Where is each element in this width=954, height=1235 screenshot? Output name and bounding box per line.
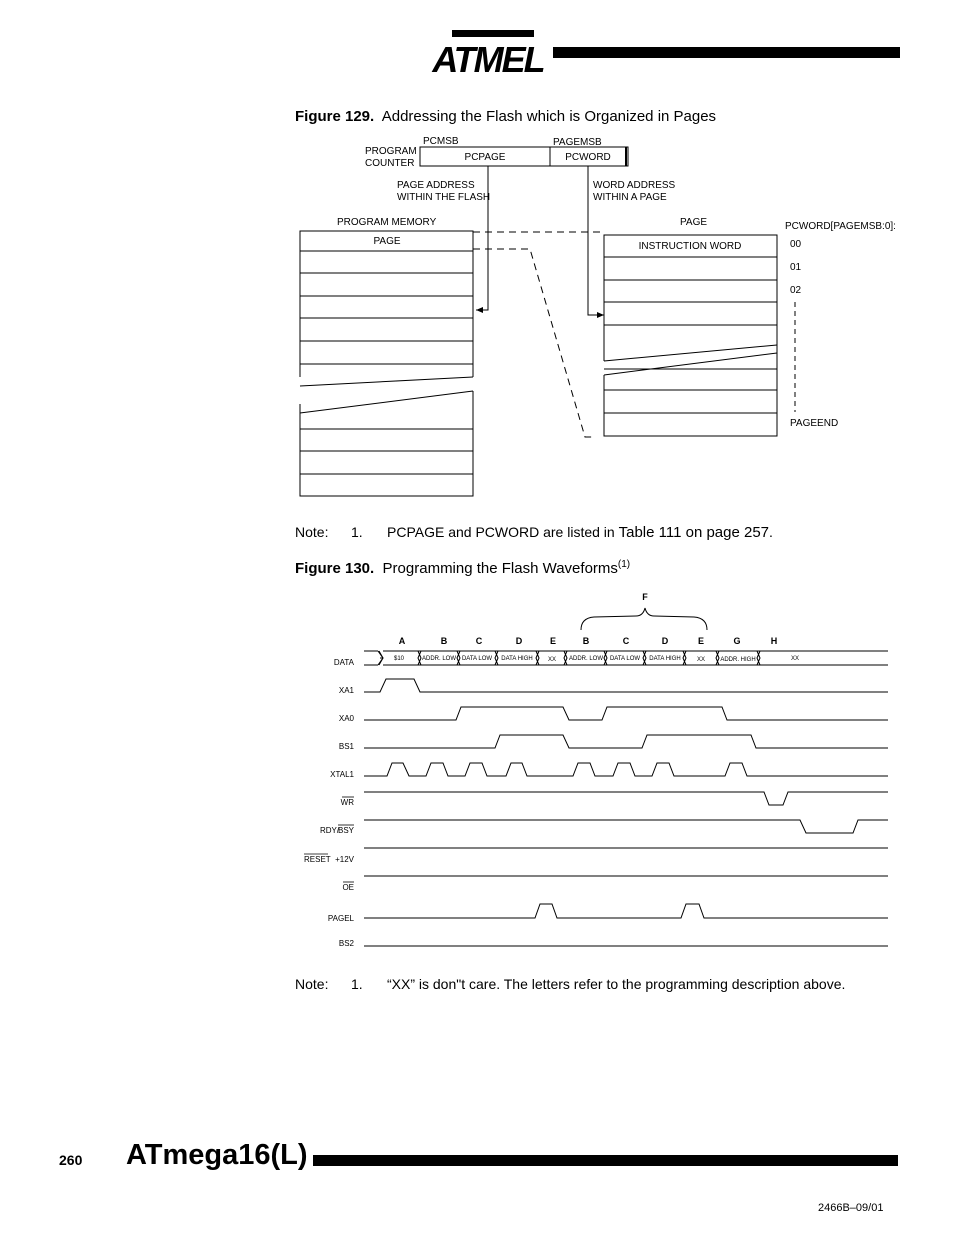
pageend-label: PAGEEND xyxy=(790,418,839,429)
program-memory-upper xyxy=(300,231,473,386)
footer-rule xyxy=(313,1155,898,1166)
signal-label-bs1: BS1 xyxy=(338,742,354,751)
program-counter-label-2: COUNTER xyxy=(365,158,415,169)
step-letter: C xyxy=(622,636,630,646)
figure-129-caption xyxy=(295,108,716,125)
data-cell: DATA HIGH xyxy=(501,656,533,662)
step-letter: E xyxy=(549,636,557,646)
note-end: . xyxy=(769,524,773,540)
word-address-label-2: WITHIN A PAGE xyxy=(593,192,667,203)
figure-130-label: Figure 130. xyxy=(295,560,375,577)
xa0-wave xyxy=(364,707,888,720)
data-cell: ADDR. LOW xyxy=(568,656,604,662)
step-letter: B xyxy=(440,636,448,646)
figure-130-caption xyxy=(295,560,630,577)
program-counter-label-1: PROGRAM xyxy=(365,146,417,157)
signal-label-reset: RESET xyxy=(304,855,331,864)
page-address-label-1: PAGE ADDRESS xyxy=(397,180,475,191)
figure-129-diagram xyxy=(290,130,910,505)
signal-label-xa0: XA0 xyxy=(338,714,354,723)
atmel-logo xyxy=(432,28,544,80)
pcword-label: PCWORD xyxy=(565,152,611,163)
brace-f-label: F xyxy=(642,592,648,602)
note-text: “XX” is don"t care. The letters refer to the programming description above. xyxy=(387,976,846,992)
brace-f xyxy=(581,608,707,630)
pcmsb-label: PCMSB xyxy=(423,136,459,147)
step-letter: C xyxy=(475,636,483,646)
wr-wave xyxy=(364,792,888,805)
xtal1-wave xyxy=(364,763,888,776)
page-block-lower xyxy=(604,353,777,436)
page-header-label: PAGE xyxy=(680,217,708,228)
pcword-range-label: PCWORD[PAGEMSB:0]: xyxy=(785,221,896,232)
step-letter: A xyxy=(398,636,406,646)
figure-130-waveforms xyxy=(300,585,900,955)
data-cell: ADDR. HIGH xyxy=(720,657,756,663)
data-cell: ADDR. LOW xyxy=(421,656,457,662)
header-rule xyxy=(553,47,900,58)
figure-129-note xyxy=(295,524,773,541)
pagel-wave xyxy=(364,904,888,918)
document-title: ATmega16(L) xyxy=(126,1139,308,1171)
data-cell: XX xyxy=(547,657,557,663)
figure-129-label: Figure 129. xyxy=(295,108,375,125)
data-cell: DATA LOW xyxy=(609,656,641,662)
data-cell: DATA LOW xyxy=(461,656,493,662)
data-cell: XX xyxy=(696,657,706,663)
document-code: 2466B–09/01 xyxy=(818,1202,884,1214)
note-text: PCPAGE and PCWORD are listed in xyxy=(387,524,619,540)
step-letter: B xyxy=(582,636,590,646)
signal-label-oe: OE xyxy=(342,883,354,892)
note-label: Note: xyxy=(295,524,329,540)
pagemsb-label: PAGEMSB xyxy=(553,137,602,148)
step-letter: D xyxy=(661,636,669,646)
signal-label-12v: +12V xyxy=(335,855,354,864)
dashed-bottom-connector xyxy=(473,249,592,437)
word-address-label-1: WORD ADDRESS xyxy=(593,180,676,191)
figure-130-footnote-mark: (1) xyxy=(617,559,631,570)
atmel-logo-graphic xyxy=(432,28,544,80)
table-reference-link[interactable]: Table 111 on page 257 xyxy=(618,524,770,541)
word-index-02: 02 xyxy=(790,285,802,296)
xa1-wave xyxy=(364,679,888,692)
signal-label-bsy: BSY xyxy=(338,826,355,835)
instruction-word-label: INSTRUCTION WORD xyxy=(638,241,742,252)
signal-label-rdy: RDY/ xyxy=(320,826,340,835)
data-cell: XX xyxy=(790,656,800,662)
word-index-00: 00 xyxy=(790,239,802,250)
pcpage-label: PCPAGE xyxy=(464,152,506,163)
step-letter: E xyxy=(697,636,705,646)
figure-130-title: Programming the Flash Waveforms xyxy=(382,560,618,577)
figure-130-note xyxy=(295,976,845,992)
signal-label-xtal1: XTAL1 xyxy=(330,770,354,779)
signal-label-bs2: BS2 xyxy=(338,939,354,948)
page-block-upper xyxy=(604,235,777,361)
step-letter: D xyxy=(515,636,523,646)
word-index-01: 01 xyxy=(790,262,802,273)
figure-129-title: Addressing the Flash which is Organized in Pages xyxy=(381,108,717,125)
data-cell: $10 xyxy=(393,656,405,662)
atmel-logo-text: ATMEL xyxy=(432,39,544,80)
page-address-arrow xyxy=(476,166,488,310)
signal-label-pagel: PAGEL xyxy=(327,914,354,923)
word-address-arrowhead xyxy=(597,312,604,318)
program-memory-label: PROGRAM MEMORY xyxy=(337,217,437,228)
page-address-arrowhead xyxy=(476,307,483,313)
program-memory-lower xyxy=(300,391,473,496)
note-number: 1. xyxy=(351,976,363,992)
memory-page-label: PAGE xyxy=(373,236,401,247)
step-letter: H xyxy=(770,636,778,646)
note-label: Note: xyxy=(295,976,329,992)
signal-label-xa1: XA1 xyxy=(338,686,354,695)
data-cell: DATA HIGH xyxy=(649,656,681,662)
signal-label-data: DATA xyxy=(333,658,354,667)
signal-label-wr: WR xyxy=(340,798,354,807)
rdy-bsy-wave xyxy=(364,820,888,833)
step-letter: G xyxy=(733,636,741,646)
page-address-label-2: WITHIN THE FLASH xyxy=(397,192,491,203)
bs1-wave xyxy=(364,735,888,748)
page-number: 260 xyxy=(59,1152,83,1168)
note-number: 1. xyxy=(351,524,363,540)
